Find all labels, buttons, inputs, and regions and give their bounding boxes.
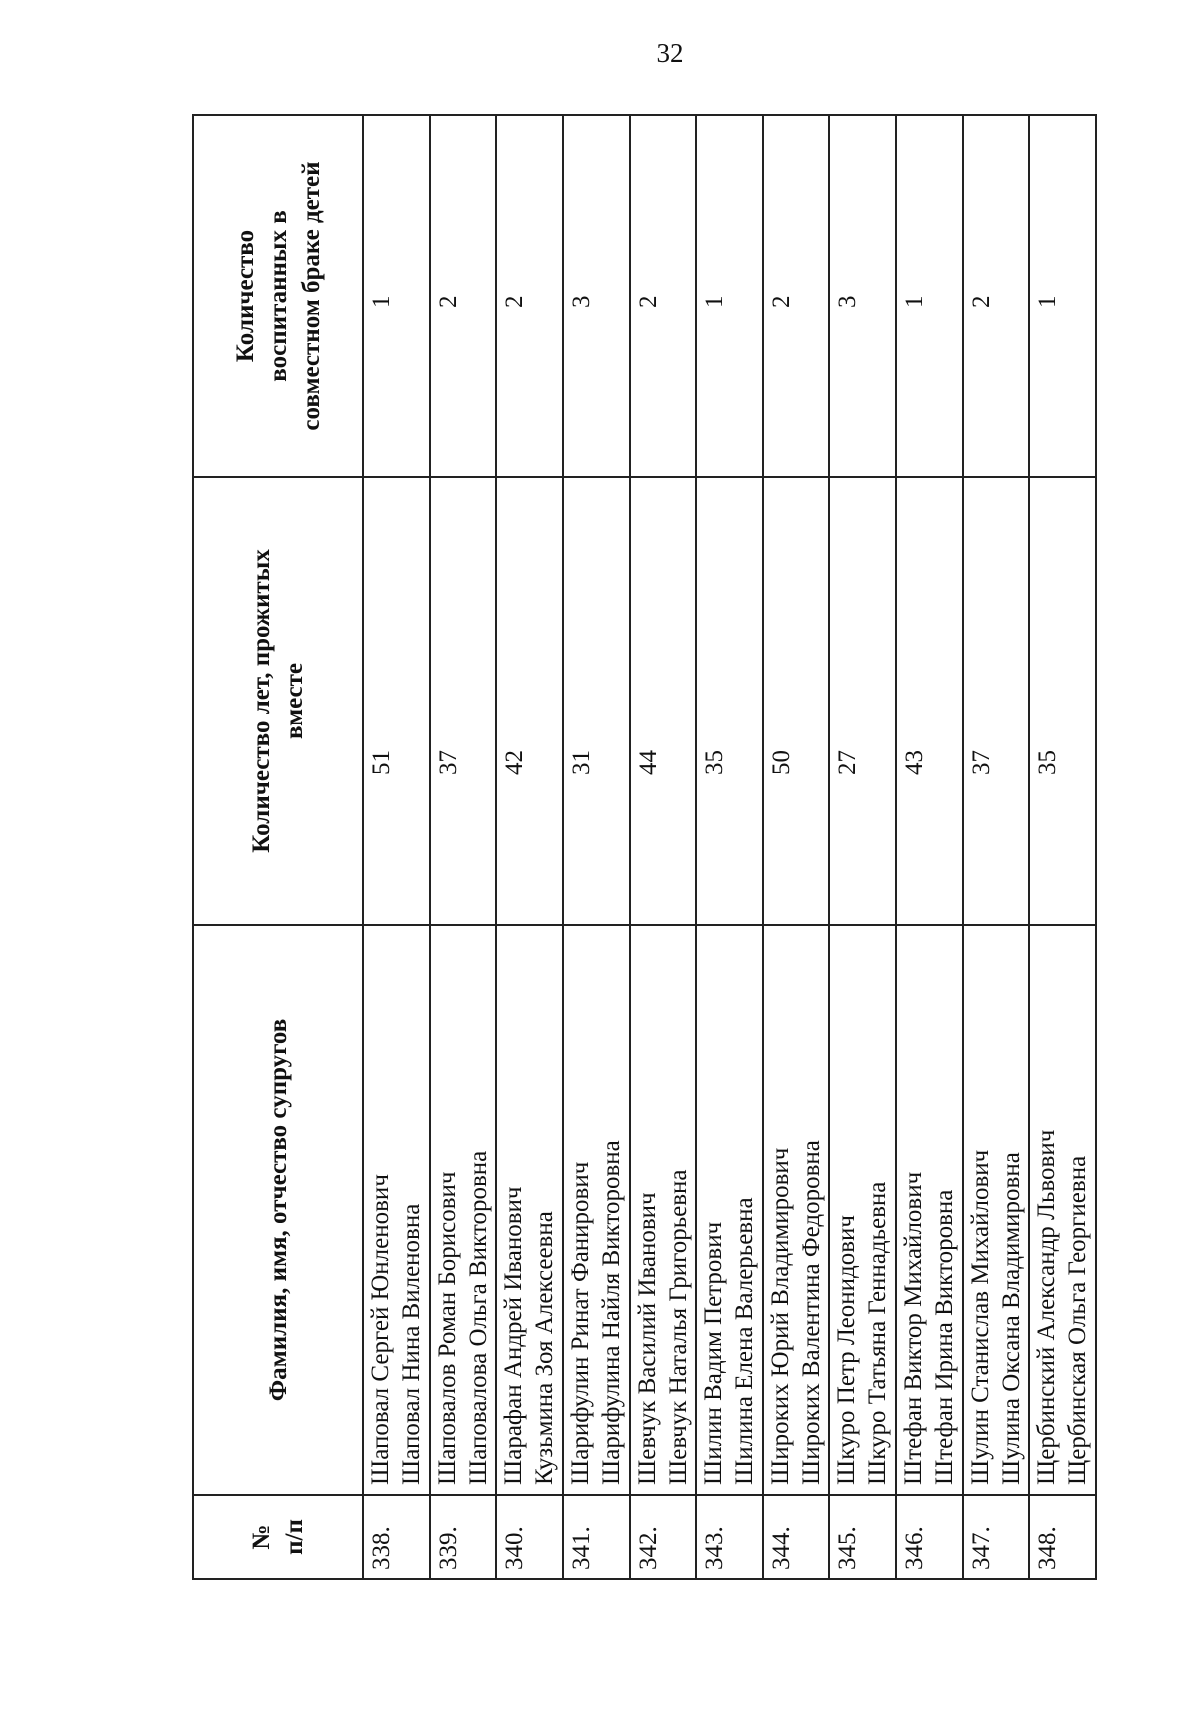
- row-number: 347.: [963, 1495, 1030, 1579]
- children-count: [363, 115, 430, 477]
- years-value: 43: [901, 750, 928, 775]
- children-value: 2: [501, 295, 529, 308]
- spouse-2-name: Шевчук Наталья Григорьевна: [664, 1169, 692, 1485]
- table-row: [430, 115, 497, 1579]
- table-row: [496, 115, 563, 1579]
- spouse-1-name: Щербинский Александр Львович: [1033, 1129, 1061, 1485]
- rotated-table-container: [192, 116, 1097, 1580]
- header-years-line2: вместе: [281, 663, 308, 739]
- table-row: [829, 115, 896, 1579]
- years-value: 50: [767, 750, 795, 775]
- children-value: 1: [1034, 295, 1062, 308]
- spouses-names: [829, 925, 896, 1495]
- spouse-2-name: Шулина Оксана Владимировна: [997, 1152, 1025, 1485]
- spouse-2-name: Шкуро Татьяна Геннадьевна: [864, 1181, 892, 1485]
- header-years-line1: Количество лет, прожитых: [248, 549, 275, 853]
- header-number: [193, 1495, 363, 1579]
- children-value: 2: [767, 295, 795, 308]
- row-number: 341.: [563, 1495, 630, 1579]
- years-value: 35: [701, 750, 729, 775]
- years-together: [630, 477, 697, 925]
- spouse-1-name: Шарафан Андрей Иванович: [500, 1186, 528, 1485]
- header-years: [193, 477, 363, 925]
- spouse-2-name: Шарифулина Найля Викторовна: [597, 1140, 625, 1485]
- header-kids: [193, 115, 363, 477]
- children-count: [496, 115, 563, 477]
- years-together: [430, 477, 497, 925]
- children-count: [763, 115, 830, 477]
- row-number: 345.: [829, 1495, 896, 1579]
- table-row: [363, 115, 430, 1579]
- spouses-table: [192, 114, 1097, 1580]
- spouse-2-name: Шилина Елена Валерьевна: [731, 1197, 759, 1485]
- rotated-table-inner: [192, 116, 1097, 1580]
- spouses-names: [896, 925, 963, 1495]
- spouses-names: [1029, 925, 1096, 1495]
- years-value: 42: [501, 750, 529, 775]
- children-value: 3: [834, 295, 862, 308]
- spouses-names: [563, 925, 630, 1495]
- spouse-2-name: Шаповалова Ольга Викторовна: [464, 1150, 492, 1485]
- children-value: 2: [967, 295, 995, 308]
- spouse-2-name: Шаповал Нина Виленовна: [398, 1203, 425, 1485]
- spouses-names: [630, 925, 697, 1495]
- table-row: [763, 115, 830, 1579]
- spouse-1-name: Шулин Станислав Михайлович: [966, 1149, 994, 1485]
- table-row: [696, 115, 763, 1579]
- children-count: [896, 115, 963, 477]
- children-value: 1: [701, 295, 729, 308]
- row-number: 342.: [630, 1495, 697, 1579]
- spouse-2-name: Щербинская Ольга Георгиевна: [1064, 1155, 1092, 1485]
- children-count: [563, 115, 630, 477]
- header-kids-line1: Количество: [231, 229, 259, 363]
- children-count: [1029, 115, 1096, 477]
- children-value: 2: [634, 295, 662, 308]
- row-number: 343.: [696, 1495, 763, 1579]
- years-together: [829, 477, 896, 925]
- years-value: 27: [834, 750, 862, 775]
- spouse-2-name: Широких Валентина Федоровна: [797, 1140, 825, 1485]
- table-row: [896, 115, 963, 1579]
- spouse-1-name: Шкуро Петр Леонидович: [833, 1214, 861, 1485]
- header-kids-line2: воспитанных в: [264, 210, 292, 382]
- table-header-row: [193, 115, 363, 1579]
- header-kids-line3: совместном браке детей: [297, 161, 325, 431]
- header-number-line2: п/п: [281, 1519, 308, 1555]
- header-number-line1: №: [248, 1524, 275, 1550]
- spouse-1-name: Шилин Вадим Петрович: [700, 1221, 728, 1485]
- years-value: 31: [567, 750, 595, 775]
- spouses-names: [496, 925, 563, 1495]
- years-together: [896, 477, 963, 925]
- table-row: [630, 115, 697, 1579]
- years-value: 37: [967, 750, 995, 775]
- spouse-1-name: Шевчук Василий Иванович: [633, 1192, 661, 1485]
- children-count: [829, 115, 896, 477]
- spouses-names: [963, 925, 1030, 1495]
- row-number: 348.: [1029, 1495, 1096, 1579]
- children-value: 1: [368, 295, 395, 308]
- spouse-1-name: Штефан Виктор Михайлович: [900, 1171, 927, 1485]
- table-row: [563, 115, 630, 1579]
- spouses-names: [696, 925, 763, 1495]
- years-value: 37: [434, 750, 462, 775]
- years-together: [563, 477, 630, 925]
- spouses-names: [763, 925, 830, 1495]
- spouses-names: [430, 925, 497, 1495]
- years-value: 35: [1034, 750, 1062, 775]
- children-value: 2: [434, 295, 462, 308]
- header-name: Фамилия, имя, отчество супругов: [193, 925, 363, 1495]
- years-together: [696, 477, 763, 925]
- table-row: [1029, 115, 1096, 1579]
- years-value: 51: [368, 750, 395, 775]
- spouse-1-name: Широких Юрий Владимирович: [766, 1147, 794, 1485]
- years-together: [363, 477, 430, 925]
- spouse-2-name: Штефан Ирина Викторовна: [931, 1189, 958, 1485]
- row-number: 340.: [496, 1495, 563, 1579]
- children-count: [696, 115, 763, 477]
- spouse-1-name: Шарифулин Ринат Фанирович: [566, 1161, 594, 1485]
- years-together: [496, 477, 563, 925]
- spouses-names: [363, 925, 430, 1495]
- children-count: [963, 115, 1030, 477]
- row-number: 344.: [763, 1495, 830, 1579]
- row-number: 346.: [896, 1495, 963, 1579]
- years-together: [963, 477, 1030, 925]
- children-count: [630, 115, 697, 477]
- table-row: [963, 115, 1030, 1579]
- years-value: 44: [634, 750, 662, 775]
- page-number: 32: [656, 38, 684, 68]
- years-together: [1029, 477, 1096, 925]
- children-value: 3: [567, 295, 595, 308]
- children-value: 1: [901, 295, 928, 308]
- spouse-1-name: Шаповал Сергей Юнленович: [367, 1174, 394, 1485]
- spouse-1-name: Шаповалов Роман Борисович: [433, 1171, 461, 1485]
- children-count: [430, 115, 497, 477]
- years-together: [763, 477, 830, 925]
- row-number: 338.: [363, 1495, 430, 1579]
- row-number: 339.: [430, 1495, 497, 1579]
- spouse-2-name: Кузьмина Зоя Алексеевна: [531, 1211, 559, 1485]
